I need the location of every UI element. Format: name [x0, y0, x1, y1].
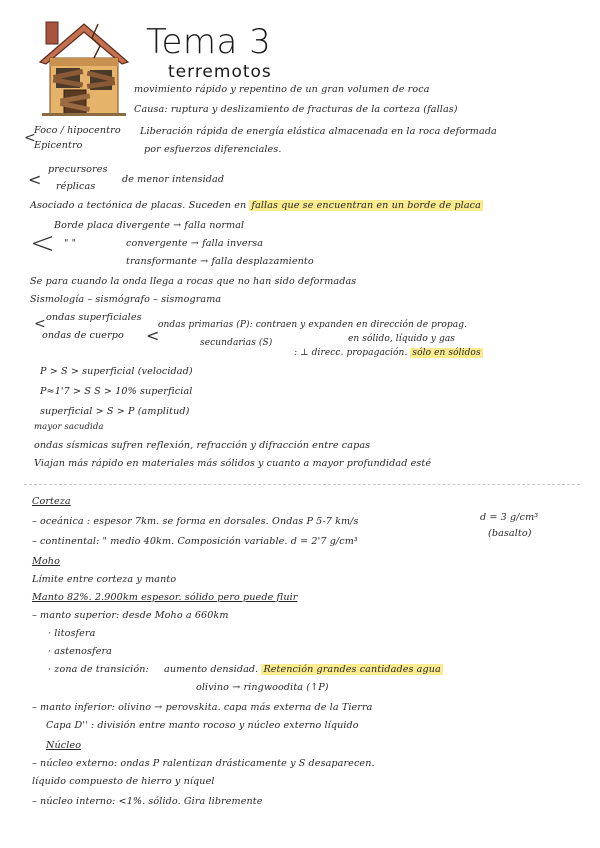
stop-line: Se para cuando la onda llega a rocas que no han sido deformadas [30, 276, 357, 287]
manto-superior-line: – manto superior: desde Moho a 660km [32, 610, 229, 621]
foco-label: Foco / hipocentro [34, 125, 121, 136]
ondas-superficiales: ondas superficiales [46, 312, 142, 323]
energy-line-2: por esfuerzos diferenciales. [144, 144, 282, 155]
epicentro-label: Epicentro [34, 140, 83, 151]
precursores-label: precursores [48, 164, 108, 175]
secundarias-label: secundarias (S) [200, 338, 273, 348]
cracked-house-icon [38, 18, 130, 118]
capa-d-line: Capa D'' : división entre manto rocoso y núcleo externo líquido [46, 720, 359, 731]
nucleo-externo-line: – núcleo externo: ondas P ralentizan drásticamente y S desaparecen. [32, 758, 375, 769]
energy-line: Liberación rápida de energía elástica almacenada en la roca deformada [140, 126, 497, 137]
sacudida-note: mayor sacudida [34, 422, 104, 432]
medium-line: en sólido, líquido y gas [348, 334, 456, 344]
transicion-label: · zona de transición: [48, 664, 149, 675]
sismologia-line: Sismología – sismógrafo – sismograma [30, 294, 222, 305]
oceanica-line: – oceánica : espesor 7km. se forma en dorsales. Ondas P 5-7 km/s [32, 516, 359, 527]
amplitude-line: superficial > S > P (amplitud) [40, 406, 190, 417]
ditto-marks: " " [64, 238, 77, 249]
replicas-label: réplicas [56, 181, 96, 192]
nucleo-interno-line: – núcleo interno: <1%. sólido. Gira libremente [32, 796, 263, 807]
asociado-line: Asociado a tectónica de placas. Suceden en fallas que se encuentran en un borde de placa [30, 200, 481, 211]
reflexion-line: ondas sísmicas sufren reflexión, refracción y difracción entre capas [34, 440, 371, 451]
perpendicular-line: : ⊥ direcc. propagación. sólo en sólidos [294, 348, 481, 358]
nucleo-heading: Núcleo [46, 740, 82, 751]
borde-transformante: transformante → falla desplazamiento [126, 256, 314, 267]
moho-heading: Moho [32, 556, 60, 567]
basalto-note: (basalto) [488, 528, 532, 539]
page-title: Tema 3 [146, 22, 272, 62]
oceanica-density: d = 3 g/cm³ [480, 512, 539, 523]
left-brace-icon: < [28, 170, 42, 189]
astenosfera-item: · astenosfera [48, 646, 112, 657]
ondas-cuerpo: ondas de cuerpo [42, 330, 124, 341]
section-divider [24, 484, 580, 485]
manto-inferior-line: – manto inferior: olivino → perovskita. capa más externa de la Tierra [32, 702, 373, 713]
left-brace-icon: < [24, 130, 36, 146]
transicion-line: aumento densidad. Retención grandes cantidades agua [164, 664, 441, 675]
borde-convergente: convergente → falla inversa [126, 238, 264, 249]
litosfera-item: · litosfera [48, 628, 96, 639]
manto-line: Manto 82%. 2.900km espesor. sólido pero puede fluir [32, 592, 298, 603]
corteza-heading: Corteza [32, 496, 71, 507]
olivino-line: olivino → ringwoodita (↑P) [196, 682, 329, 693]
viajan-line: Viajan más rápido en materiales más sólidos y cuanto a mayor profundidad esté [34, 458, 432, 469]
cause-line: Causa: ruptura y deslizamiento de fracturas de la corteza (fallas) [134, 104, 458, 115]
continental-line: – continental: " medio 40km. Composición variable. d = 2'7 g/cm³ [32, 536, 358, 547]
intensity-note: de menor intensidad [122, 174, 225, 185]
borde-divergente: Borde placa divergente → falla normal [54, 220, 245, 231]
left-brace-icon: < [34, 316, 46, 332]
primarias-line: ondas primarias (P): contraen y expanden en dirección de propag. [158, 320, 468, 330]
left-brace-icon: < [30, 226, 56, 261]
ratio-line: P≈1'7 > S S > 10% superficial [40, 386, 193, 397]
velocity-line: P > S > superficial (velocidad) [40, 366, 193, 377]
page-subtitle: terremotos [168, 62, 272, 82]
definition-line: movimiento rápido y repentino de un gran volumen de roca [134, 84, 430, 95]
moho-line: Límite entre corteza y manto [32, 574, 177, 585]
left-brace-icon: < [146, 326, 160, 345]
nucleo-externo-line-2: líquido compuesto de hierro y níquel [32, 776, 215, 787]
